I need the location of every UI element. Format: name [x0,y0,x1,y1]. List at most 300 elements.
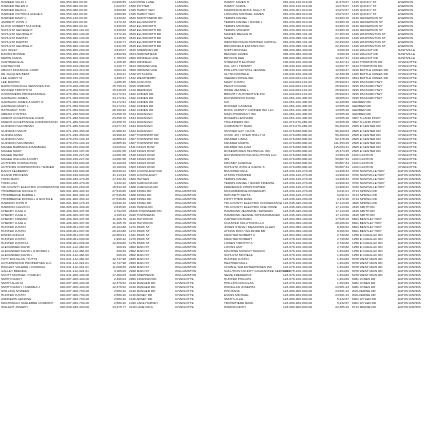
property-address: 1258 E CADALAC RD [352,252,383,257]
city-name: LANSING [175,88,189,93]
city-name: LANSING [175,112,189,117]
property-address: 4518 ELLSWORTH RD [129,28,162,33]
parcel-number: 123-030-120-270-00 [283,176,313,181]
city-name: LANSING [175,80,189,85]
property-address: 2140 RANGER RD [129,289,156,294]
city-name: EATON RAPIDS [398,269,421,274]
owner-name: WONGLAN JOSEPHA [224,285,256,290]
owner-name: HUNTER JUSTIN [224,257,249,261]
parcel-number: 100-030-100-400-00 [283,68,313,73]
parcel-number: 123-078-100-300-00 [283,265,313,270]
city-name: EATON RAPIDS [398,192,421,197]
property-address: 1608 KINNA RD [129,188,152,193]
parcel-number: 110-076-088-900-00 [283,132,312,137]
owner-name: SCHULTZ MICHELE [224,252,253,257]
city-name: CHARLOTTE [398,152,417,157]
amount-due: 13,565.46 [335,116,349,121]
amount-due: 21,988.32 [112,128,126,133]
parcel-number: 123-030-120-270-00 [283,184,313,189]
property-address: 2130 JEFFERSON ST [352,20,383,25]
amount-due: 10,888.33 [112,136,126,141]
parcel-number: 100-030-100-400-00 [283,64,313,69]
owner-name: GARNAUD JAMES [1,96,28,101]
right-listing-column [223,0,440,309]
property-address: 4140 HAYWOOD [129,216,153,221]
city-name: LANSING [175,68,189,73]
city-name: CHARLOTTE [175,297,194,302]
owner-name: GLYNN MICHELE [224,72,250,77]
owner-name: COLBLE-TAR ENTERPRISES INC [224,265,273,270]
owner-name: HUNTER JUSTIN A [1,240,29,245]
city-name: LANSING [175,12,189,17]
city-name: LANSING [175,168,189,173]
amount-due: 14,908.32 [335,176,349,181]
amount-due: 12,747.98 [112,257,126,261]
city-name: WILLIAMSTON [175,269,197,274]
property-address: 4615 SMITH RD [352,208,375,213]
property-address: 1130 ARNEY RD [129,293,153,298]
city-name: CHARLOTTE [398,164,417,169]
owner-name: CHERRY JULIE A [1,212,26,217]
owner-name: THOMBERGE DONNA L & NICHOLE [1,196,53,201]
owner-name: MAGEE MARY [1,148,22,153]
owner-name: SCHULTZ MARTIN [1,36,28,41]
parcel-number: 110-076-088-900-00 [283,160,312,165]
amount-due: 1,394.89 [336,277,349,282]
owner-name: THOMBERGE BARBIE L [1,192,36,197]
city-name: CHARLOTTE [175,285,194,290]
city-name: LANSING [175,124,189,129]
city-name: EVERSON [398,8,414,13]
owner-name: SEIZE FREDERICK [224,273,252,278]
amount-due: 12,399.38 [335,72,349,77]
owner-name: BRIGHTY AUTOMOTIVE INC [224,92,265,97]
property-address: 3700 NASHVILLE HWY [352,180,385,185]
property-address: 2605 E CENTER RD [352,124,381,129]
city-name: WILLIAMSTON [175,212,197,217]
property-address: 2802 MAIN ST [129,252,150,257]
owner-name: TRI-COUNTY ELECTRIC COOPERATIVE [1,184,60,189]
parcel-number: 110-076-088-900-00 [283,128,312,133]
parcel-number: 123-045-040-200-00 [283,212,313,217]
parcel-number: 096-090-080-400-00 [283,52,313,57]
property-address: 1518 KINGS ROW [129,148,155,153]
amount-due: 34,983.15 [335,28,349,33]
property-address: 3714 SPRING RD [352,188,377,193]
amount-due: 34,172.91 [112,100,126,105]
amount-due: 12,327.31 [335,60,349,65]
parcel-number: 031-068-001-007-00 [60,228,90,233]
city-name: LANSING [175,144,189,149]
owner-name: VANTREECE AL [1,60,25,65]
property-address: 1622 LINDEN DR [129,100,154,105]
parcel-number: 040-097-000-400-00 [60,281,90,286]
amount-due: 11,465.78 [112,216,126,221]
amount-due: 34,172.91 [112,96,126,101]
property-address: 1345 HARDY WAY [129,12,156,17]
parcel-number: 110-076-088-900-00 [283,140,312,145]
property-address: 1624 DURANGO [129,124,153,129]
parcel-number: 040-050-040-00-00 [60,12,88,17]
parcel-number: 040-059-900-200-00 [60,48,90,53]
amount-due: 1,394.89 [336,265,349,270]
owner-name: CHERRY JULIE A [1,208,26,213]
property-address: 2948 MAIN ST [129,265,150,270]
owner-name: ABACO FINANCIAL CORP [1,68,39,73]
property-address: 1506 AUGUSTA [129,80,152,85]
property-address: 4518 ELLSWORTH RD [129,32,162,37]
property-address: GERMER RD [352,104,371,109]
owner-name: BOUCHER PAUL [224,168,249,173]
owner-name: HARDER DEAN A [1,8,27,13]
amount-due: 209.29 [116,244,126,249]
city-name: WILLIAMSTON [175,248,197,253]
property-address: 1518 KINGS ROW [129,152,155,157]
city-name: EVERSON [398,32,414,37]
amount-due: 1,309.21 [113,72,126,77]
parcel-number: 020-001-900-450-10 [60,196,90,201]
right-row-list [223,0,440,309]
parcel-number: 040-071-060-500-00 [60,104,90,109]
owner-name: SNYDER GAY / FLOS [224,128,255,133]
amount-due: 209.29 [116,252,126,257]
property-address: 4515 ELLSWORTH RD [129,36,162,41]
amount-due: 56,887.34 [335,156,349,161]
owner-name: MARY JUSTIN [224,80,245,85]
owner-name: MAROSSON-BOCK SALLY H [224,8,266,13]
amount-due: 27,546.80 [112,192,126,197]
owner-name: IRS [224,156,230,161]
city-name: CHARLOTTE [398,104,417,109]
city-name: EATON RAPIDS [398,301,421,306]
property-address: 1040 LAKE HARVEY [129,301,159,306]
property-address: 3144 THORNTON DR [352,64,383,69]
amount-due: 12,327.31 [335,56,349,61]
city-name: CHARLOTTE [398,68,417,73]
amount-due: 2,845.60 [113,204,126,209]
parcel-number: 123-078-100-300-00 [283,248,313,253]
owner-name: MACHINE MUNICH TRAFFIC [224,248,266,253]
owner-name: BECKER JAMES [224,52,248,57]
owner-name: SMITH NANCY / ANDREA J [1,285,40,290]
owner-name: FREDERICK CHRISTOPHER [224,184,266,189]
property-address: 1622 LINDEN DR [129,104,154,109]
parcel-number: 110-074-070-280-00 [283,124,312,129]
parcel-number: 040-059-990-140-00 [60,40,90,45]
owner-name: PEACH DUANE [224,84,247,89]
owner-name: DINNIS ANNA M [1,232,25,237]
amount-due: 3,432.22 [113,180,126,185]
amount-due: 3,090.49 [336,52,349,57]
owner-name: HARRIS KEITH [224,305,246,310]
amount-due: 22,493.62 [335,40,349,45]
parcel-number: 030-406-300-407-00 [60,216,90,221]
city-name: EATON RAPIDS [398,228,421,233]
owner-name: DAIGH SEABERRY [1,168,29,173]
property-address: 8601 BENTLEY HWY [352,216,382,221]
owner-name: TODD MARY [1,176,20,181]
property-address: 4513 ARROWHEAD [129,52,158,57]
property-address: 2835 MAIN ST [129,257,150,261]
city-name: LANSING [175,52,189,57]
owner-name: SMITH NANCY [1,277,23,282]
owner-name: KRAFTER ROBERT II [224,232,255,237]
owner-name: MACHIWALO SCELEBRE COMPANY [1,301,54,306]
city-name: LANSING [175,20,189,25]
parcel-number: 040-050-900-00-00 [60,0,88,4]
parcel-number: 110-064-100-400-00 [283,108,312,113]
owner-name: COASTER SOLUTIONS LLC [224,220,265,225]
city-name: WILLIAMSTON [175,261,197,266]
parcel-number: 020-001-900-400-10 [60,192,90,197]
owner-name: TERRIS VINCENT [224,28,250,33]
owner-name: WILLENT JOSEPH [1,305,28,310]
city-name: EATON RAPIDS [398,224,421,229]
amount-due: 17,113.66 [335,212,349,217]
owner-name: CHERRY JULIE A [1,220,26,225]
amount-due: 31,113.94 [112,172,126,177]
property-address: 3700 NASHVILLE HWY [352,184,385,189]
city-name: WILLIAMSTON [175,236,197,241]
parcel-number: 123-064-066-100-00 [283,220,313,225]
parcel-number: 040-090-150-227-00 [60,152,90,157]
property-address: 1622 LINDEN DR [129,92,154,97]
amount-due: 111,353.35 [333,140,349,145]
property-address: 1130 ARNEY RD [129,297,153,302]
city-name: LANSING [175,160,189,165]
amount-due: 56,460.63 [335,128,349,133]
property-address: 6901 WYLER RD [352,301,377,306]
amount-due: 14,908.32 [335,184,349,189]
parcel-number: 123-078-100-300-00 [283,236,313,241]
amount-due: 13,072.67 [335,8,349,13]
property-address: 1514 DURANGO [129,120,153,125]
owner-name: CREDIT ACCEPTANCE CORP [1,116,44,121]
amount-due: 115,053.31 [333,144,349,149]
city-name: EATON RAPIDS [398,220,421,225]
property-address: 4605 SPRING RD [352,200,377,205]
parcel-number: 110-064-100-400-00 [283,100,312,105]
property-address: 1624 DURANGO [129,128,153,133]
owner-name: EVANS MICHAEL [224,293,249,298]
amount-due: 14,025.02 [112,144,126,149]
parcel-number: 123-078-100-300-00 [283,261,313,266]
parcel-number: 040-060-100-280-00 [60,64,90,69]
amount-due: 1,394.89 [336,261,349,266]
amount-due: 1,780.53 [113,56,126,61]
city-name: CHARLOTTE [175,289,194,294]
property-address: 1426 WASHINGTON ST [352,40,386,45]
property-address: 3714 SPRING RD [352,192,377,197]
parcel-number: 030-406-300-407-00 [60,212,90,217]
parcel-number: 040-060-100-330-00 [60,72,90,77]
city-name: EATON RAPIDS [398,252,421,257]
parcel-number: 031-021-112-460-00 [60,244,89,249]
owner-name: JARRETT JOHN J [1,20,27,25]
amount-due: 14,908.32 [335,168,349,173]
owner-name: HAMMOND JEANNE JOHNSONBAKER [224,212,280,217]
parcel-number: 040-059-900-300-00 [60,56,90,61]
parcel-number: 110-076-088-900-00 [283,156,312,161]
city-name: CHARLOTTE [398,72,417,77]
property-address: 1405 BATTLE CREEK RD [352,72,389,77]
parcel-number: 040-099-930-300-00 [60,305,90,310]
city-name: LANSING [175,24,189,29]
owner-name: TRI-COUNTY ELECTRIC ONE HOME [224,204,277,209]
property-address: 1514 DURANGO [129,112,153,117]
owner-name: HARMON JOHN H [1,200,28,205]
property-address: 6078 WEST MAIN RD [352,261,383,266]
property-address: 1607 TOWNSHIP DR [129,136,159,141]
city-name: EVERSON [398,12,414,17]
amount-due: 13,565.46 [335,112,349,117]
amount-due: 3,090.49 [336,48,349,53]
parcel-number: 040-090-150-000-00 [60,144,90,149]
owner-name: MAES [224,36,233,41]
city-name: LANSING [175,56,189,61]
parcel-number: 123-045-040-200-00 [283,204,313,209]
amount-due: 13,079.67 [335,4,349,9]
parcel-number: 031-068-001-007-00 [60,232,90,237]
owner-name: SCHULTZ GEORGE P [1,28,33,33]
parcel-number: 040-050-130-00-00 [60,16,88,21]
amount-due: 27,546.80 [112,196,126,201]
city-name: CHARLOTTE [398,80,417,85]
owner-name: ALEXANDER DAVID L & RONDA L [1,248,50,253]
amount-due: 23,258.78 [112,112,126,117]
property-address: 4140 HAYWOOD [129,220,153,225]
owner-name: HEATHER MALL [224,261,248,266]
parcel-number: 110-064-100-400-00 [283,96,312,101]
property-address: 2130 JEFFERSON ST [352,16,383,21]
owner-name: SCHULTZ MARTIN [1,40,28,45]
parcel-number: 030-406-300-407-00 [60,208,90,213]
city-name: EATON RAPIDS [398,180,421,185]
left-row-list [0,0,218,309]
city-name: NASHVILLE [398,56,416,61]
property-address: WOLVERINE DR [352,289,376,294]
parcel-number: 123-064-066-100-00 [283,224,313,229]
owner-name: THAUNDERS INC [224,120,250,125]
property-address: 3915 PACKARD HWY [352,88,383,93]
owner-name: ROOKER CANDICE [224,104,253,109]
amount-due: 4,195.44 [113,212,126,217]
city-name: LANSING [175,156,189,161]
parcel-number: 110-076-088-900-00 [283,148,312,153]
property-address: 1426 WASHINGTON ST [352,36,386,41]
owner-name: AUTUMNWOOD PROPERTIES LLC [1,261,52,266]
left-listing-column [0,0,218,309]
property-address: 1258 E CADALAC RD [352,248,383,253]
property-address: 4520 NORTH BEND RD [129,16,163,21]
parcel-number: 081-030-006-010-00 [283,16,313,21]
parcel-number: 040-050-080-00-00 [60,8,88,13]
owner-name: RAPID FINANCIAL SERVICES INC [1,84,50,89]
parcel-number: 040-060-150-200-00 [60,76,90,81]
property-address: 1503 KINGS ROW [129,160,155,165]
property-address: 3607 S LAND PKWY [352,120,381,125]
parcel-number: 123-030-120-270-00 [283,188,313,193]
property-address: 6081 JONES DR [352,285,376,290]
parcel-number: 096-090-080-400-00 [283,48,313,53]
amount-due: 25,990.61 [335,76,349,81]
parcel-number: 110-044-084-101-00 [283,80,312,85]
city-name: CHARLOTTE [398,156,417,161]
owner-name: IFLAND PROCESS [1,172,28,177]
city-name: WILLIAMSTON [175,204,197,209]
owner-name: VEEREN ROSALIND [224,76,254,81]
amount-due: 12,747.98 [112,261,126,266]
city-name: LANSING [175,148,189,153]
amount-due: 22,385.40 [335,305,349,310]
parcel-number: 040-090-190-900-00 [60,172,90,177]
amount-due: 27,546.80 [112,188,126,193]
amount-due: 14,563.45 [335,152,349,157]
parcel-number: 123-064-066-100-00 [283,232,313,237]
property-address: 3915 PACKARD HWY [352,96,383,101]
property-address: 4519 ELLSWORTH [129,20,156,25]
parcel-number: 100-030-100-400-00 [283,72,313,77]
amount-due: 2,580.40 [113,289,126,294]
amount-due: 26,104.88 [112,224,126,229]
city-name: CHARLOTTE [398,128,417,133]
amount-due: 11,008.65 [112,265,126,270]
amount-due: 3,186.06 [113,269,126,274]
owner-name: HAMEED VALIO L [1,0,27,4]
parcel-number: 096-090-080-400-00 [283,56,313,61]
parcel-number: 123-030-120-270-00 [283,168,313,173]
city-name: EATON RAPIDS [398,305,421,310]
property-address: 2130 JEFFERSON ST [352,24,383,29]
amount-due: 28,466.52 [335,220,349,225]
amount-due: 10,885.36 [112,140,126,145]
city-name: CHARLOTTE [398,108,417,113]
city-name: LANSING [175,44,189,49]
city-name: NASHVILLE [398,52,416,57]
parcel-number: 040-090-180-470-00 [60,180,90,185]
amount-due: 1,960.42 [113,236,126,241]
city-name: EATON RAPIDS [398,188,421,193]
owner-name: KRUMER LINDA [224,136,248,141]
city-name: WILLIAMSTON [175,220,197,225]
city-name: LANSING [175,120,189,125]
parcel-number: 031-021-112-460-00 [60,257,89,261]
owner-name: HUNTER JUSTIN [1,228,26,233]
amount-due: 1,394.89 [336,252,349,257]
amount-due: 12,376.52 [112,285,126,290]
parcel-number: 040-090-130-400-00 [60,164,90,169]
city-name: CHARLOTTE [398,148,417,153]
property-address: 1415 QUINCY ST [352,12,377,17]
parcel-number: 110-076-088-900-00 [283,164,312,169]
property-address: 1258 E CADALAC RD [352,236,383,241]
parcel-number: 040-097-000-700-00 [60,293,90,298]
owner-name: LOVINS AMY [224,244,243,249]
owner-name: MAGEE BARBARA & BARBARA [1,144,47,149]
listing-row [223,305,440,309]
parcel-number: 040-070-200-280-00 [60,84,90,89]
owner-name: LOWES TIMOTHY A [224,240,253,245]
parcel-number: 031-021-112-460-00 [60,248,89,253]
owner-name: SCOTT MICHAEL / HURLEY [1,273,42,278]
property-address: 3608 ORMAND AVE [129,68,158,73]
parcel-number: 040-050-080-00-00 [60,24,88,29]
property-address: 1503 KINGS ROW [129,164,155,169]
amount-due: 13,072.67 [335,12,349,17]
amount-due: 4,289.27 [113,76,126,81]
parcel-number: 040-071-280-500-00 [60,116,90,121]
property-address: 2843 MAIN ST [129,261,150,266]
